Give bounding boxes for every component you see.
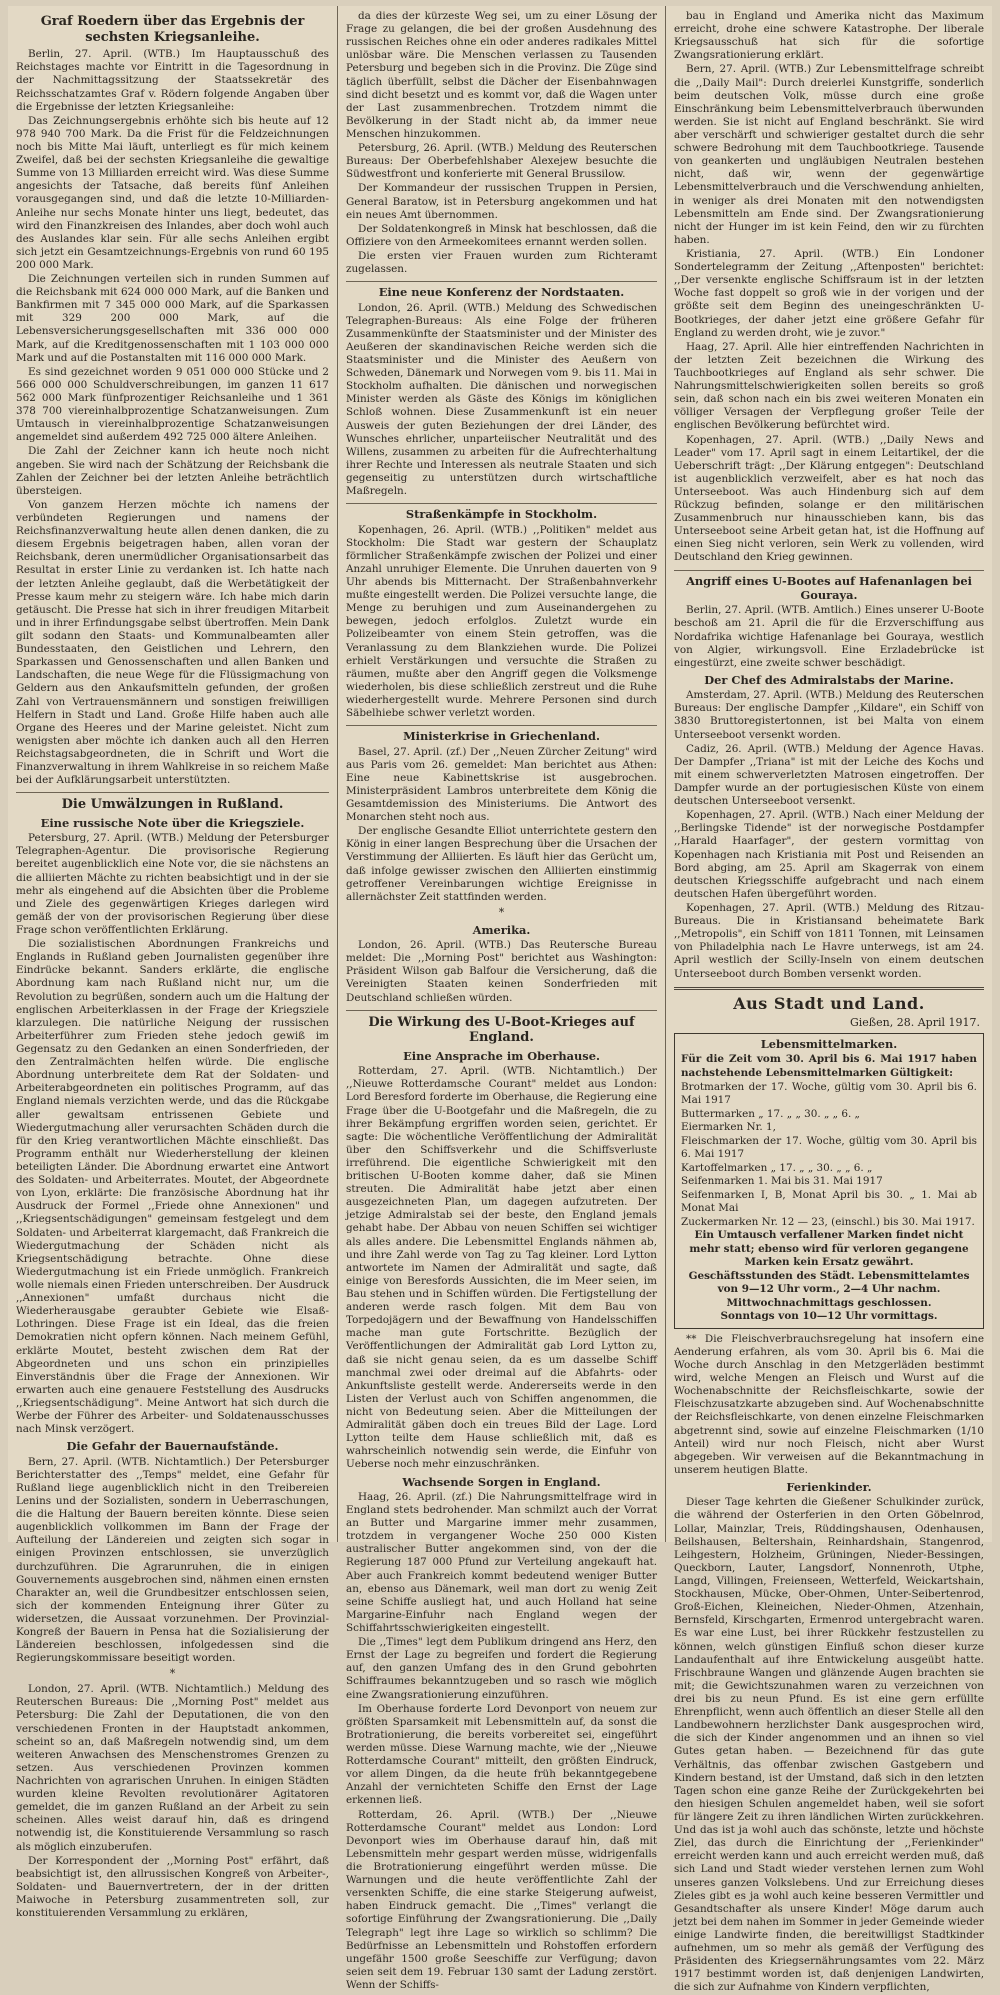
box-line: Für die Zeit vom 30. April bis 6. Mai 1917 haben nachstehende Lebensmittelmarken Gültigkeit:	[681, 1053, 977, 1079]
box-line: Seifenmarken 1. Mai bis 31. Mai 1917	[681, 1175, 883, 1188]
newspaper-page	[8, 6, 992, 1994]
divider	[346, 725, 657, 726]
headline-greek-crisis: Ministerkrise in Griechenland.	[403, 729, 600, 744]
article-paragraph: Bern, 27. April. (WTB. Nichtamtlich.) Der Petersburger Berichterstatter des ,,Temps" meldet, eine Gefahr für Rußland liege augenblicklich nicht in den Treibereien Lenins und der Sozialisten, sondern in Ueberraschungen, die die Haltung der Bauern bereiten könnte. Diese seien augenblicklich vollkommen im Bann der Frage der Aufteilung der Ländereien und zeigten sich sogar in einigen Provinzen entschlossen, sie unverzüglich durchzuführen. Die Agrarunruhen, die in einigen Gouvernements ausgebrochen sind, nähmen einen ernsten Charakter an, weil die Grundbesitzer entschlossen seien, sich der kommenden Enteignung ihrer Güter zu widersetzen, die Aussaat vorzunehmen. Der Provinzial-Kongreß der Bauern in Pensa hat die Sozialisierung der Ländereien beschlossen, infolgedessen sind die Regierungskommissare beseitigt worden.	[16, 1455, 329, 1665]
article-paragraph: Petersburg, 26. April. (WTB.) Meldung des Reuterschen Bureaus: Der Oberbefehlshaber Alexejew besuchte die Südwestfront und konferierte mit General Brussilow.	[346, 142, 657, 181]
box-line: Eiermarken Nr. 1,	[681, 1121, 776, 1134]
article-paragraph: Der Soldatenkongreß in Minsk hat beschlossen, daß die Offiziere von den Armeekomitees ernannt werden sollen.	[346, 222, 657, 248]
divider	[346, 1010, 657, 1011]
article-paragraph: Rotterdam, 27. April. (WTB. Nichtamtlich.) Der ,,Nieuwe Rotterdamsche Courant" meldet aus London: Lord Beresford forderte im Oberhause, die Regierung eine Frage über die U-Bootgefahr und die Maßregeln, die zu ihrer Bekämpfung ergriffen worden seien, gerichtet. Er sagte: Die wöchentliche Veröffentlichung der Admiralität über den Schiffsverkehr und die Schiffsverluste irreführend. Die eigentliche Schwierigkeit mit den britischen U-Booten komme daher, daß sie Minen streuten. Die Admiralität habe jetzt aber einen ausgezeichneten Plan, um dagegen aufzutreten. Der jetzige Admiralstab sei der beste, den England jemals gehabt habe. Der Abbau von neuen Schiffen sei wichtiger als alles andere. Die Lebensmittel Englands nähmen ab, und ihre Zahl werde von Tag zu Tag kleiner. Lord Lytton antwortete im Namen der Admiralität und sagte, daß einige von Beresfords Aussichten, die im Meer seien, im Bau stehen und in Schiffen würden. Die Fertigstellung der anderen werde rasch folgen. Mit dem Bau von Torpedojägern und der Bewaffnung von Handelsschiffen mache man gute Fortschritte. Bezüglich der Veröffentlichungen der Admiralität gab Lord Lytton zu, daß sie nicht genau seien, da es um dasselbe Schiff manchmal zwei oder dreimal auf die Abfahrts- oder Ankunftsliste gestellt werde. Andererseits werde in den Listen der Verlust auch von Schiffen angenommen, die nicht von Bedeutung seien. Aber die Mitteilungen der Admiralität gäben doch ein treues Bild der Lage. Lord Lytton teilte dem Hause schließlich mit, daß es wahrscheinlich notwendig sein werde, die Einfuhr von Ueberse noch mehr einzuschränken.	[346, 1065, 657, 1471]
headline-stockholm-fights: Straßenkämpfe in Stockholm.	[405, 507, 598, 522]
article-paragraph: Berlin, 27. April. (WTB.) Im Hauptausschuß des Reichstages machte vor Eintritt in die Tagesordnung in der Nachmittagssitzung der Staatssekretär des Reichsschatzamtes Graf v. Rödern folgende Angaben über die Ergebnisse der letzten Kriegsanleihe:	[16, 48, 329, 113]
article-paragraph: Die Zahl der Zeichner kann ich heute noch nicht angeben. Sie wird nach der Schätzung der Reichsbank die Zahlen der Zeichner bei der letzten Anleihe beträchtlich übersteigen.	[16, 445, 329, 497]
subheadline-holiday-children: Ferienkinder.	[786, 1479, 872, 1494]
signature-admiralty: Der Chef des Admiralstabs der Marine.	[704, 672, 954, 687]
subheadline-russian-note: Eine russische Note über die Kriegsziele.	[40, 815, 305, 830]
column-1	[8, 6, 338, 1920]
headline-uboat-effect: Die Wirkung des U-Boot-Krieges auf England.	[368, 1014, 635, 1046]
article-paragraph: Berlin, 27. April. (WTB. Amtlich.) Eines unserer U-Boote beschoß am 21. April die für die Erzverschiffung aus Nordafrika wichtige Hafenanlage bei Gouraya, westlich von Algier, wirkungsvoll. Eine Erzladebrücke ist eingestürzt, eine zweite schwer beschädigt.	[674, 604, 984, 669]
article-paragraph: bau in England und Amerika nicht das Maximum erreicht, drohe eine schwere Katastrophe. Der liberale Kriegsausschuß hat sich für die sofortige Zwangsrationierung erklärt.	[674, 10, 984, 62]
ration-card-box	[674, 1033, 984, 1329]
article-paragraph: Haag, 26. April. (zf.) Die Nahrungsmittelfrage wird in England stets bedrohender. Man schmilzt auch der Vorrat an Butter und Margarine immer mehr zusammen, trotzdem in vergangener Woche 250 000 Kisten australischer Butter angekommen sind, von der die Regierung 187 000 Pfund zur Verteilung angekauft hat. Aber auch Frankreich kommt bedeutend weniger Butter an, ebenso aus Dänemark, weil man dort zu wenig Zeit seine Schiffe ausliegt hat, und auch Holland hat seine Margarine-Einfuhr nach England wegen der Schiffahrtsschwierigkeiten eingestellt.	[346, 1490, 657, 1635]
article-paragraph: Dieser Tage kehrten die Gießener Schulkinder zurück, die während der Osterferien in den Orten Göbelnrod, Lollar, Mainzlar, Treis, Rüddingshausen, Odenhausen, Beilshausen, Beltershain, Reinhardshain, Stangenrod, Leihgestern, Holzheim, Grüningen, Nieder-Bessingen, Queckborn, Lauter, Langsdorf, Nonnenroth, Utphe, Langd, Villingen, Freienseen, Wetterfeld, Weickartshain, Stockhausen, Mücke, Ober-Ohmen, Unter-Seibertenrod, Groß-Eichen, Kleineichen, Nieder-Ohmen, Atzenhain, Bernsfeld, Kirschgarten, Ermenrod untergebracht waren. Es war eine Lust, bei ihrer Rückkehr festzustellen zu können, welch günstigen Einfluß schon dieser kurze Landaufenthalt auf ihre Entwickelung ausgeübt hatte. Frischbraune Wangen und glänzende Augen brachten sie mit; die Gewichtszunahmen waren zu verzeichnen von drei bis zu neun Pfund. Es ist eine gern erfüllte Ehrenpflicht, wenn auch öffentlich an dieser Stelle all den Landbewohnern herzlichster Dank ausgesprochen wird, die sich der Kinder angenommen und an ihnen so viel Gutes getan haben. — Bezeichnend für das gute Verhältnis, das offenbar zwischen Gastgebern und Kindern bestand, ist der Umstand, daß sich in den letzten Tagen schon eine ganze Reihe der Zurückgekehrten bei den hiesigen Schulen angemeldet haben, weil sie sofort für längere Zeit zu ihren ländlichen Wirten zurückkehren. Und das ist ja wohl auch das schönste, letzte und höchste Ziel, das durch die Einrichtung der ,,Ferienkinder" erreicht werden kann und auch erreicht werden muß, daß sich Land und Stadt wieder verstehen lernen zum Wohl unseres ganzen Volkslebens. Und zur Erreichung dieses Zieles gibt es ja wohl auch keine besseren Vermittler und Gesandtschafter als unsere Kinder! Möge darum auch jetzt bei dem nahen im Sommer in jeder Gemeinde wieder einige Landwirte finden, die bereitwilligst Stadtkinder aufnehmen, um so mehr als gemäß der Verfügung des Präsidenten des Kriegsernährungsamtes vom 22. März 1917 bestimmt worden ist, daß denjenigen Landwirten, die sich zur Aufnahme von Kindern verpflichten,	[674, 1496, 984, 1994]
article-paragraph: Kopenhagen, 26. April. (WTB.) ,,Politiken" meldet aus Stockholm: Die Stadt war gestern der Schauplatz förmlicher Straßenkämpfe zwischen der Polizei und einer Anzahl unruhiger Elemente. Die Unruhen dauerten von 9 Uhr abends bis Mitternacht. Der Straßenbahnverkehr mußte eingestellt werden. Die Polizei versuchte lange, die Menge zu beruhigen und zum Auseinandergehen zu bewegen, jedoch erfolglos. Zuletzt wurde ein Polizeibeamter von einem Stein getroffen, was die Veranlassung zu dem Blankziehen wurde. Die Polizei erhielt Verstärkungen und versuchte die Straßen zu räumen, mußte aber den Angriff gegen die Volksmenge wiederholen, bis diese schließlich zerstreut und die Ruhe wiederhergestellt wurde. Mehrere Personen sind durch Säbelhiebe schwer verletzt worden.	[346, 523, 657, 720]
section-star: *	[498, 905, 505, 919]
divider	[16, 792, 329, 793]
section-title-local: Aus Stadt und Land.	[733, 993, 925, 1013]
article-paragraph: Petersburg, 27. April. (WTB.) Meldung der Petersburger Telegraphen-Agentur. Die provisorische Regierung bereitet augenblicklich eine Note vor, die sie nächstens an die alliierten Mächte zu richten beabsichtigt und in der sie mehr als eingehend auf die Absichten über die Probleme und Ziele des gegenwärtigen Krieges darlegen wird gemäß der von der provisorischen Regierung über diese Frage schon veröffentlichten Erklärung.	[16, 832, 329, 937]
article-paragraph: Haag, 27. April. Alle hier eintreffenden Nachrichten in der letzten Zeit bezeichnen die Wirkung des Tauchbootkrieges auf England als sehr schwer. Die Nahrungsmittelschwierigkeiten sollen bereits so groß sein, daß schon nach ein bis zwei weiteren Monaten ein völliger Versagen der Verpflegung großer Teile der englischen Bevölkerung befürchtet wird.	[674, 340, 984, 432]
article-paragraph: Im Oberhause forderte Lord Devonport von neuem zur größten Sparsamkeit mit Lebensmitteln auf, da sonst die Brotrationierung, die bereits vorbereitet sei, eingeführt werden müsse. Diese Warnung machte, wie der ,,Nieuwe Rotterdamsche Courant" mitteilt, den größten Eindruck, vor allem Dingen, da die heute früh bekanntgegebene Anzahl der vernichteten Schiffe den Ernst der Lage erkennen ließ.	[346, 1702, 657, 1807]
box-line: Sonntags von 10—12 Uhr vormittags.	[720, 1310, 938, 1323]
article-paragraph: Die Zeichnungen verteilen sich in runden Summen auf die Reichsbank mit 624 000 000 Mark, auf die Banken und Bankfirmen mit 7 345 000 000 Mark, auf die Sparkassen mit 329 200 000 Mark, auf die Lebensversicherungsgesellschaften mit 336 000 000 Mark, auf die Kreditgenossenschaften mit 1 103 000 000 Mark und auf die Postanstalten mit 116 000 000 Mark.	[16, 273, 329, 364]
column-3	[666, 6, 992, 1994]
article-paragraph: Kopenhagen, 27. April. (WTB.) Nach einer Meldung der ,,Berlingske Tidende" ist der norwegische Postdampfer ,,Harald Haarfager", der gestern vormittag von Kopenhagen nach Kristiania mit Post und Reisenden an Bord abging, am 25. April am Skagerrak von einem deutschen Kriegsschiffe aufgebracht und nach einem deutschen Hafen übergeführt worden.	[674, 809, 984, 900]
section-divider	[674, 987, 984, 990]
article-paragraph: Rotterdam, 26. April. (WTB.) Der ,,Nieuwe Rotterdamsche Courant" meldet aus London: Lord Devonport wies im Oberhause darauf hin, daß mit Lebensmitteln mehr gespart werden müsse, widrigenfalls die Brotrationierung eingeführt werden müsse. Die Warnungen und die heute veröffentlichte Zahl der versenkten Schiffe, die eine starke Steigerung aufweist, haben Eindruck gemacht. Die ,,Times" verlangt die sofortige Einführung der Zwangsrationierung. Die ,,Daily Telegraph" legt ihre Lage so wirklich so schlimm? Die Bedürfnisse an Lebensmitteln und Rohstoffen erfordern ungefähr 1500 große Seeschiffe zur Verfügung; davon seien seit dem 19. Februar 130 samt der Ladung zerstört. Wenn der Schiffs-	[346, 1808, 657, 1991]
dateline: Gießen, 28. April 1917.	[849, 1015, 980, 1029]
box-line: Brotmarken der 17. Woche, gültig vom 30. April bis 6. Mai 1917	[681, 1080, 977, 1107]
subheadline-america: Amerika.	[472, 922, 531, 937]
divider	[346, 281, 657, 282]
article-paragraph: Basel, 27. April. (zf.) Der ,,Neuen Zürcher Zeitung" wird aus Paris vom 26. gemeldet: Man berichtet aus Athen: Eine neue Kabinettskrise ist ausgebrochen. Ministerpräsident Lambros unterbreitete dem König die Gesamtdemission des Ministeriums. Die Antwort des Monarchen steht noch aus.	[346, 745, 657, 824]
box-title: Lebensmittelmarken.	[760, 1036, 898, 1051]
box-line: Fleischmarken der 17. Woche, gültig vom 30. April bis 6. Mai 1917	[681, 1134, 977, 1161]
divider	[674, 570, 984, 571]
article-paragraph: Der englische Gesandte Elliot unterrichtete gestern den König in einer langen Besprechung über die Ursachen der Verstimmung der Alliierten. Es läuft hier das Gerücht um, daß infolge gewisser zwischen den Alliierten einstimmig getroffener Vereinbarungen wichtige Ereignisse in allernächster Zeit stattfinden werden.	[346, 825, 657, 903]
article-paragraph: da dies der kürzeste Weg sei, um zu einer Lösung der Frage zu gelangen, die bei der großen Ausdehnung des russischen Reiches ohne ein oder anderes radikales Mittel unlösbar wäre. Die Menschen verlassen zu Tausenden Petersburg und begeben sich in die Provinz. Die Züge sind täglich überfüllt, selbst die Dächer der Eisenbahnwagen sind dicht besetzt und es kommt vor, daß die Wagen unter der Last zusammenbrechen. Trotzdem nimmt die Bevölkerung in der Stadt nicht ab, da immer neue Menschen hinzukommen.	[346, 10, 657, 140]
article-paragraph: Cadiz, 26. April. (WTB.) Meldung der Agence Havas. Der Dampfer ,,Triana" ist mit der Leiche des Kochs und mit einem schwerverletzten Matrosen eingetroffen. Der Dampfer wurde an der portugiesischen Küste von einem deutschen Unterseeboot versenkt.	[674, 742, 984, 808]
article-paragraph: Die ersten vier Frauen wurden zum Richteramt zugelassen.	[346, 249, 657, 276]
box-line: Kartoffelmarken „ 17. „ „ 30. „ „ 6. „	[681, 1161, 873, 1174]
article-paragraph: Kristiania, 27. April. (WTB.) Ein Londoner Sondertelegramm der Zeitung ,,Aftenposten" berichtet: ,,Der versenkte englische Schiffsraum ist in der letzten Woche fast doppelt so groß wie in der vorigen und der größte seit dem Beginn des uneingeschränkten U-Bootkrieges, der daher jetzt eine größere Gefahr für England zu werden droht, wie je zuvor."	[674, 247, 984, 339]
box-line: Seifenmarken I, B, Monat April bis 30. „ 1. Mai ab Monat Mai	[681, 1188, 977, 1215]
article-paragraph: Die ,,Times" legt dem Publikum dringend ans Herz, den Ernst der Lage zu begreifen und fordert die Regierung auf, den ganzen Umfang des in den Grund gebohrten Schiffraumes bekanntzugeben und so rasch wie möglich eine Zwangsrationierung einzuführen.	[346, 1636, 657, 1701]
article-paragraph: Der Kommandeur der russischen Truppen in Persien, General Baratow, ist in Petersburg angekommen und hat ein neues Amt übernommen.	[346, 182, 657, 221]
article-paragraph: Kopenhagen, 27. April. (WTB.) Meldung des Ritzau-Bureaus. Die in Kristiansand beheimatete Bark ,,Metropolis", ein Schiff von 1811 Tonnen, mit Leinsamen von Philadelphia nach Le Havre unterwegs, ist am 24. April westlich der Scilly-Inseln von einem deutschen Unterseeboot durch Bomben versenkt worden.	[674, 901, 984, 980]
box-line: Mittwochnachmittags geschlossen.	[726, 1296, 932, 1309]
article-paragraph: Der Korrespondent der ,,Morning Post" erfährt, daß beabsichtigt ist, den allrussischen Kongreß von Arbeiter-, Soldaten- und Bauernvertretern, der in der dritten Maiwoche in Petersburg zusammentreten soll, zur konstituierenden Versammlung zu erklären,	[16, 1854, 329, 1920]
divider	[346, 503, 657, 504]
subheadline-upper-house: Eine Ansprache im Oberhause.	[403, 1048, 600, 1063]
article-paragraph: Die sozialistischen Abordnungen Frankreichs und Englands in Rußland geben Journalisten gegenüber ihre Eindrücke bekannt. Sanders erklärte, die englische Abordnung kam nach Rußland nicht nur, um die Revolution zu begrüßen, sondern auch um die Haltung der englischen Arbeiterklassen in der Frage der Kriegsziele klarzulegen. Die natürliche Neigung der russischen Arbeiterführer zum Frieden stehe jedoch gewiß im Gegensatz zu den Gedanken an einen Sonderfrieden, der den Zentralmächten helfen würde. Die englische Abordnung unterbreitete dem Rat der Soldaten- und Arbeiterabgeordneten ein politisches Programm, auf das England niemals verzichten werde, und das die Rückgabe aller gewaltsam entrissenen Gebiete und Wiedergutmachung aller verursachten Schäden durch die für den Krieg verantwortlichen Mächte einschließt. Das Programm enthält nur Wiederherstellung der kleinen beteiligten Länder. Die Abordnung erwartet eine Antwort des Soldaten- und Arbeiterrates. Moutet, der Abgeordnete von Lyon, erklärte: Die französische Abordnung hat ihr Ausdruck der Formel ,,Friede ohne Annexionen" und ,,Kriegsentschädigungen" gemeinsam festgelegt und dem Soldaten- und Arbeiterrat klargemacht, daß Frankreich die Wiedergutmachung der Schäden nicht als Kriegsentschädigung betrachte. Ohne diese Wiedergutmachung ist ein Friede unmöglich. Frankreich wolle niemals einen Frieden unterschreiben. Der Ausdruck ,,Annexionen" umfaßt durchaus nicht die Wiederherausgabe geraubter Gebiete wie Elsaß-Lothringen. Diese Frage ist ein Ideal, das die freien Demokratien nicht opfern können. Nach meinem Gefühl, erklärte Moutet, besteht zwischen dem Rat der Abgeordneten und uns schon ein prinzipielles Einverständnis über die Frage der Annexionen. Wir erwarten auch eine genauere Feststellung des Ausdrucks ,,Kriegsentschädigung". Meine Antwort hat sich durch die Werbe der Führer des Arbeiter- und Soldatenausschusses nach Minsk verzögert.	[16, 938, 329, 1436]
headline-roedern: Graf Roedern über das Ergebnis der sechsten Kriegsanleihe.	[40, 14, 305, 45]
box-line: Buttermarken „ 17. „ „ 30. „ „ 6. „	[681, 1107, 860, 1120]
article-paragraph: Kopenhagen, 27. April. (WTB.) ,,Daily News and Leader" vom 17. April sagt in einem Leitartikel, der die Ueberschrift trägt: ,,Der Klärung entgegen": Deutschland ist augenblicklich verzweifelt, aber es hat noch das Unterseeboot. Was auch Hindenburg sich auf dem Rückzug befinden, solange er den militärischen Zusammenbruch nur hinausschieben kann, bis das Unterseeboot seine Arbeit getan hat, ist die Hoffnung auf einen Sieg nicht verloren, sein Werk zu vollenden, wird Deutschland den Krieg gewinnen.	[674, 433, 984, 564]
subheadline-peasant-uprisings: Die Gefahr der Bauernaufstände.	[66, 1439, 279, 1454]
box-line: Ein Umtausch verfallener Marken findet nicht mehr statt; ebenso wird für verloren gegangene Marken kein Ersatz gewährt.	[689, 1229, 969, 1269]
article-paragraph: Es sind gezeichnet worden 9 051 000 000 Stücke und 2 566 000 000 Schuldverschreibungen, im ganzen 11 617 562 000 Mark fünfprozentiger Reichsanleihe und 1 361 378 700 viereinhalbprozentige Schatzanweisungen. Zum Umtausch in viereinhalbprozentige Schatzanweisungen angemeldet sind außerdem 492 725 000 ältere Anleihen.	[16, 365, 329, 444]
article-paragraph: London, 26. April. (WTB.) Meldung des Schwedischen Telegraphen-Bureaus: Als eine Folge der früheren Zusammenkünfte der Staatsminister und der Minister des Aeußeren der skandinavischen Reiche werden sich die Staatsminister und die Minister des Aeußern von Schweden, Dänemark und Norwegen vom 9. bis 11. Mai in Stockholm aufhalten. Die dänischen und norwegischen Minister werden als Gäste des Königs im königlichen Schloß wohnen. Diese Zusammenkunft ist ein neuer Ausweis der guten Beziehungen der drei Länder, des Wunsches ehrlicher, unparteiischer Neutralität und des Willens, zusammen zu arbeiten für die Aufrechterhaltung ihrer Rechte und Interessen als neutrale Staaten und sich gegenseitig zu unterstützen durch wirtschaftliche Maßregeln.	[346, 301, 657, 498]
article-paragraph: Amsterdam, 27. April. (WTB.) Meldung des Reuterschen Bureaus: Der englische Dampfer ,,Kildare", ein Schiff von 3830 Bruttoregistertonnen, ist bei Malta von einem Unterseeboot versenkt worden.	[674, 689, 984, 741]
headline-gouraya-attack: Angriff eines U-Bootes auf Hafenanlagen bei Gouraya.	[686, 573, 972, 602]
article-paragraph: ** Die Fleischverbrauchsregelung hat insofern eine Aenderung erfahren, als vom 30. April bis 6. Mai die Woche durch Anschlag in den Metzgerläden bestimmt wird, welche Mengen an Fleisch und Wurst auf die Wochenabschnitte der Reichsfleischkarte, sowie der Fleischzusatzkarte abzugeben sind. Auf Wochenabschnitte der Reichsfleischkarte, von denen einzelne Fleischmarken abgetrennt sind, sowie auf einzelne Fleischmarken (1/10 Anteil) wird nur noch Fleisch, nicht aber Wurst abgegeben. Wir verweisen auf die Bekanntmachung in unserem heutigen Blatte.	[674, 1332, 984, 1476]
box-line: Geschäftsstunden des Städt. Lebensmittelamtes von 9—12 Uhr vorm., 2—4 Uhr nachm.	[688, 1269, 970, 1296]
article-paragraph: Bern, 27. April. (WTB.) Zur Lebensmittelfrage schreibt die ,,Daily Mail": Durch dreierlei Kunstgriffe, sonderlich beim deutschen Volk, müsse durch eine große Einschränkung beim Lebensmittelverbrauch überwunden werden. Sie ist nicht auf England beschränkt. Sie wird aber verschärft und schwieriger gestaltet durch die sehr schwere Bedrohung mit dem Tauchbootkriege. Tausende von geankerten und ungläubigen Neutralen bestehen nicht, daß wir, wenn der gegenwärtige Lebensmittelverbrauch und die Verschwendung anhielten, in weniger als drei Monaten mit den notwendigsten Lebensmitteln am Ende sind. Der Zwangsrationierung nicht der Hunger im ist kein Feind, den wir zu fürchten haben.	[674, 63, 984, 246]
article-paragraph: London, 27. April. (WTB. Nichtamtlich.) Meldung des Reuterschen Bureaus: Die ,,Morning Post" meldet aus Petersburg: Die Zahl der Deputationen, die von den verschiedenen Fronten in der Hauptstadt ankommen, scheint so an, daß Maßregeln notwendig sind, um dem weiteren Anwachsen des Menschenstromes Grenzen zu setzen. Aus verschiedenen Provinzen kommen Nachrichten von agrarischen Unruhen. In einigen Städten wurden kleine Revolten revolutionärer Agitatoren gemeldet, die im ganzen Rußland an der Arbeit zu sein scheinen. Alles weist darauf hin, daß es dringend notwendig ist, die Konstituierende Versammlung so rasch als möglich einzuberufen.	[16, 1683, 329, 1853]
box-line: Zuckermarken Nr. 12 — 23, (einschl.) bis 30. Mai 1917.	[681, 1215, 975, 1228]
article-paragraph: London, 26. April. (WTB.) Das Reutersche Bureau meldet: Die ,,Morning Post" berichtet aus Washington: Präsident Wilson gab Balfour die Versicherung, daß die Vereinigten Staaten keinen Sonderfrieden mit Deutschland schließen würden.	[346, 939, 657, 1004]
article-paragraph: Von ganzem Herzen möchte ich namens der verbündeten Regierungen und namens der Reichsfinanzverwaltung heute allen denen danken, die zu diesem Ergebnis beigetragen haben, allen voran der Reichsbank, deren unermüdlicher Organisationsarbeit das Resultat in erster Linie zu verdanken ist. Ich hatte nach der letzten Anleihe geglaubt, daß die Werbetätigkeit der Presse kaum mehr zu steigern wäre. Ich habe mich darin getäuscht. Die Presse hat sich in ihrer freudigen Mitarbeit und in ihrer Erfindungsgabe selbst übertroffen. Mein Dank gilt sodann den Staats- und Kommunalbeamten aller Bundesstaaten, den Geistlichen und Lehrern, den Sparkassen und Genossenschaften und allen Banken und Landschaften, die neue Wege für die Flüssigmachung von Geldern aus den Ankaufsmitteln gefunden, der großen Zahl von Vertrauensmännern und sonstigen freiwilligen Helfern in Stadt und Land. Große Hilfe haben auch alle Organe des Heeres und der Marine geleistet. Nicht zum wenigsten aber möchte ich danken auch all den Herren Reichstagsabgeordneten, die in Schrift und Wort die Finanzverwaltung in ihrem Wahlkreise in so reichem Maße bei der Aufklärungsarbeit unterstützten.	[16, 498, 329, 787]
subheadline-growing-worries: Wachsende Sorgen in England.	[402, 1474, 601, 1489]
article-paragraph: Das Zeichnungsergebnis erhöhte sich bis heute auf 12 978 940 700 Mark. Da die Frist für die Feldzeichnungen noch bis Mitte Mai läuft, unterliegt es für mich keinem Zweifel, daß bei der sechsten Kriegsanleihe die gewaltige Summe von 13 Milliarden erreicht wird. Was diese Summe angesichts der Tatsache, daß bereits fünf Anleihen vorausgegangen sind, und daß die letzte 10-Milliarden-Anleihe nur sechs Monate hinter uns liegt, bedeutet, das wird den Finanzkreisen des Inlandes, aber doch wohl auch des Auslandes klar sein. Für alle sechs Anleihen ergibt sich jetzt ein Gesamtzeichnungs-Ergebnis von rund 60 195 200 000 Mark.	[16, 114, 329, 271]
headline-russia: Die Umwälzungen in Rußland.	[61, 797, 284, 813]
column-2	[338, 6, 666, 1991]
section-star: *	[169, 1667, 176, 1681]
headline-nordic-conference: Eine neue Konferenz der Nordstaaten.	[378, 285, 625, 300]
